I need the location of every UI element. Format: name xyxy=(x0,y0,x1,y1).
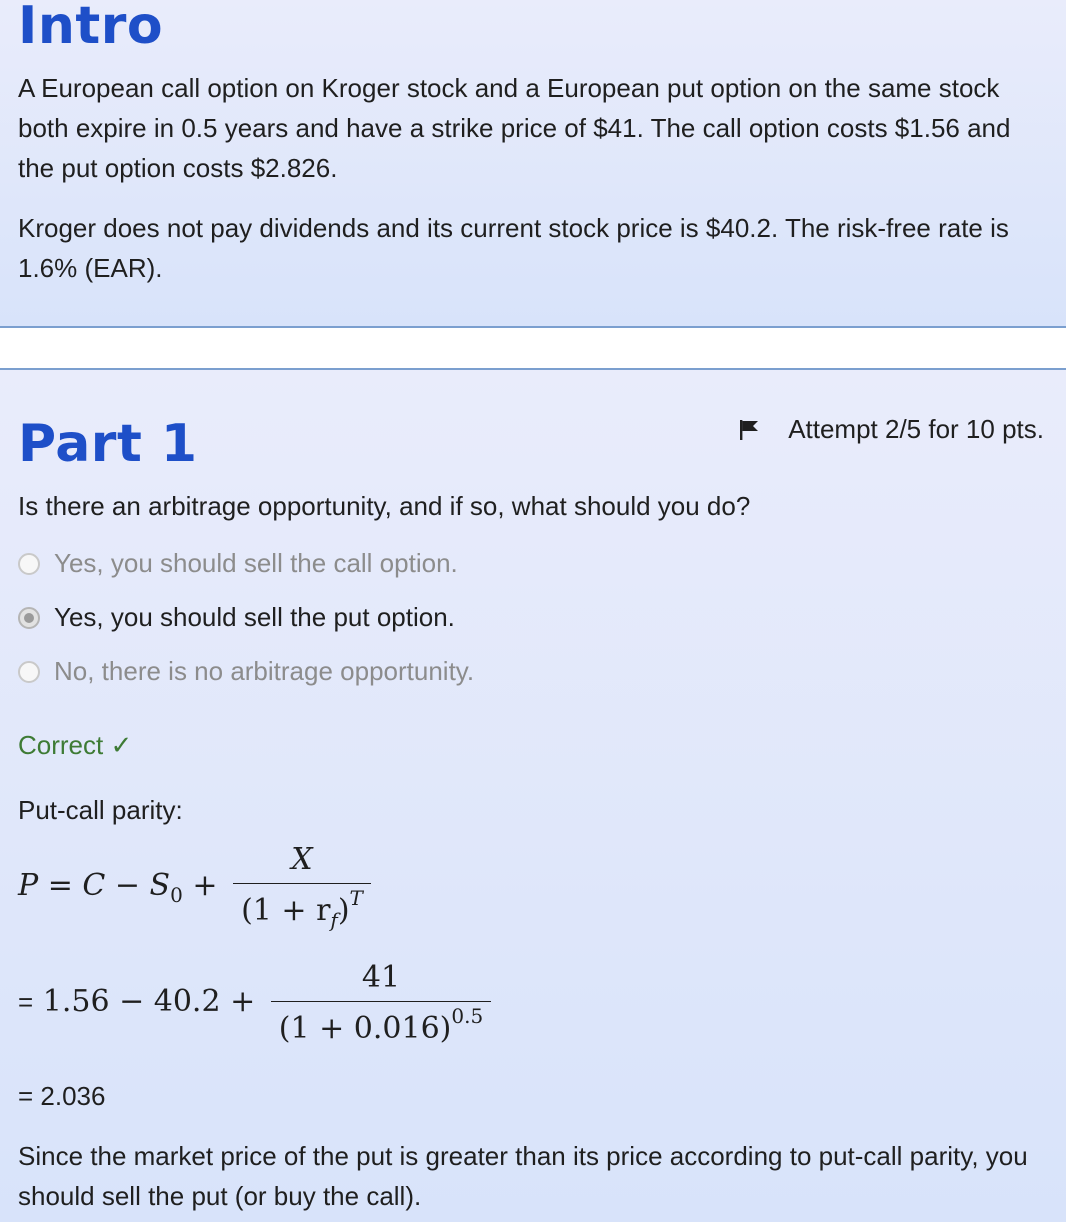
option-no-arbitrage[interactable] xyxy=(18,656,474,687)
substitution-fraction xyxy=(271,960,491,1046)
intro-paragraph-1: A European call option on Kroger stock and a European put option on the same stock both expire in 0.5 years and have a strike price of $41. The call option costs $1.56 and the put option costs $2.826. xyxy=(18,73,1011,183)
intro-title: Intro xyxy=(18,0,164,56)
radio-button-selected[interactable] xyxy=(18,607,40,629)
question-text: Is there an arbitrage opportunity, and if so, what should you do? xyxy=(18,491,751,521)
attempt-label: Attempt 2/5 for 10 pts. xyxy=(788,414,1044,444)
formula-denominator: $(1 + r_f)^T$ xyxy=(233,883,371,932)
explanation-text: Since the market price of the put is greater than its price according to put-call parity, you should sell the put (or buy the call). xyxy=(18,1141,1028,1211)
solution-intro: Put-call parity: xyxy=(18,795,183,825)
equals-sign: = xyxy=(18,987,34,1017)
part1-card xyxy=(0,368,1066,1222)
substitution-numerator: 41 xyxy=(361,960,401,995)
option-sell-put[interactable] xyxy=(18,602,455,633)
formula-numerator: X xyxy=(291,842,313,877)
result-text: = 2.036 xyxy=(18,1081,106,1111)
intro-card xyxy=(0,0,1066,328)
feedback-correct: Correct ✓ xyxy=(18,730,133,760)
formula-lhs: $P = C - S_0$ xyxy=(18,868,183,907)
put-call-parity-formula xyxy=(18,842,371,932)
substitution-formula xyxy=(18,960,491,1046)
radio-button[interactable] xyxy=(18,661,40,683)
flag-icon[interactable] xyxy=(738,418,760,442)
option-label: Yes, you should sell the call option. xyxy=(54,548,458,578)
substitution-expression: 1.56 − 40.2 + xyxy=(42,984,256,1019)
attempt-info xyxy=(738,414,1044,445)
option-sell-call[interactable] xyxy=(18,548,458,579)
formula-plus: + xyxy=(192,868,218,903)
substitution-denominator: $(1 + 0.016)^{0.5}$ xyxy=(271,1001,491,1046)
option-label: No, there is no arbitrage opportunity. xyxy=(54,656,475,686)
radio-button[interactable] xyxy=(18,553,40,575)
intro-paragraph-2: Kroger does not pay dividends and its current stock price is $40.2. The risk-free rate is 1.6% (EAR). xyxy=(18,213,1009,283)
formula-fraction xyxy=(233,842,371,932)
option-label: Yes, you should sell the put option. xyxy=(54,602,455,632)
part1-title: Part 1 xyxy=(18,414,198,474)
